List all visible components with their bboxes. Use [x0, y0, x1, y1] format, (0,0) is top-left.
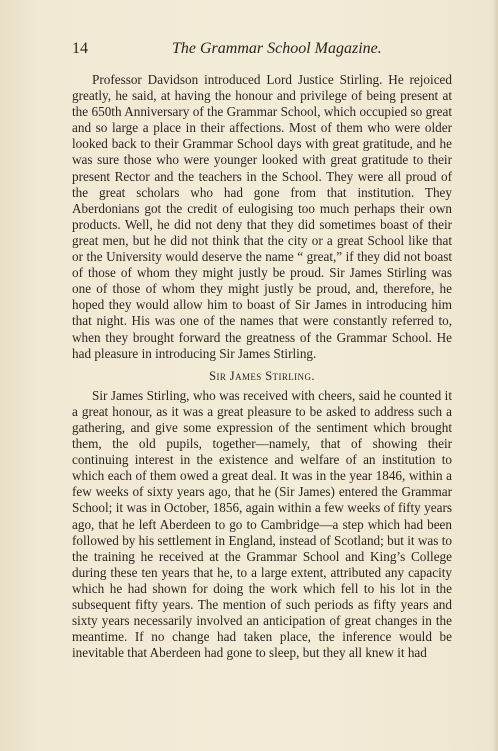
running-title: The Grammar School Magazine.	[172, 40, 382, 57]
article-body	[72, 72, 452, 661]
page-number: 14	[72, 40, 88, 57]
page-edge-shadow	[492, 0, 498, 751]
paragraph-speech: Sir James Stirling, who was received with cheers, said he counted it a great honour, as it was a great pleasure to be asked to address such a gathering, and give some expression of the sentiment which brought them, the old pupils, together—namely, that of showing their continuing interest in the existence and welfare of an institution to which each of them owed a great deal. It was in the year 1846, within a few weeks of sixty years ago, that he (Sir James) entered the Grammar School; it was in October, 1856, again within a few weeks of fifty years ago, that he left Aberdeen to go to Cambridge—a step which had been followed by his settlement in England, instead of Scotland; but it was to the training he received at the Grammar School and King’s College during these ten years that he, to a large extent, attributed any capacity which he had shown for doing the work which fell to his lot in the subsequent fifty years. The mention of such periods as fifty years and sixty years necessarily involved an anticipation of great changes in the meantime. If no change had taken place, the inference would be inevitable that Aberdeen had gone to sleep, but they all knew it had	[72, 387, 452, 661]
section-heading: Sir James Stirling.	[209, 368, 315, 383]
page-header	[72, 40, 452, 60]
paragraph-introduction: Professor Davidson introduced Lord Justice Stirling. He rejoiced greatly, he said, at having the honour and privilege of being present at the 650th Anniversary of the Grammar School, which occupied so great and so large a place in their affections. Most of them who were older looked back to their Grammar School days with great gratitude, and he was sure those who were younger looked with great gratitude to their present Rector and the teachers in the School. They were all proud of the great scholars who had gone from that institution. They Aberdonians got the credit of eulogising too much perhaps their own products. Well, he did not deny that they did sometimes boast of their great men, but he did not think that the city or a great School like that or the University would deserve the name “ great,” if they did not boast of those of whom they might justly be proud. Sir James Stirling was one of those of whom they might justly be proud, and, therefore, he hoped they would allow him to boast of Sir James in introducing him that night. His was one of the names that were constantly referred to, when they brought forward the greatness of the Grammar School. He had pleasure in introducing Sir James Stirling.	[72, 72, 452, 361]
